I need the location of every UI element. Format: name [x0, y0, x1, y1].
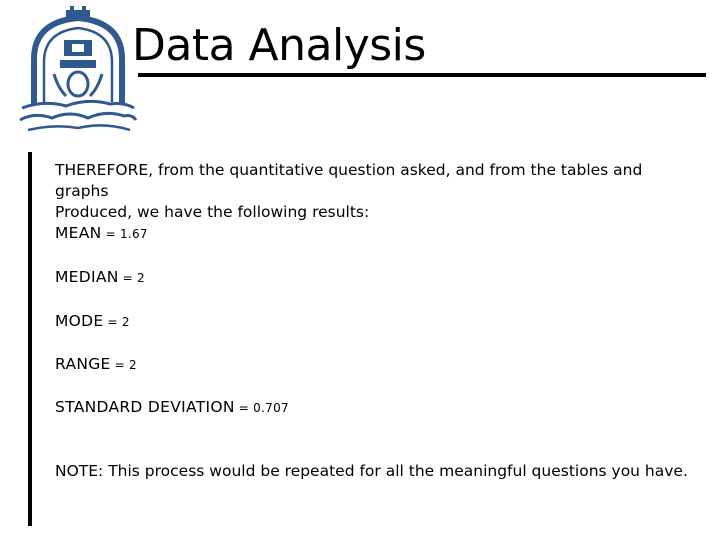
stat-label: MEAN — [55, 224, 102, 242]
stat-equals: = — [107, 315, 118, 329]
stat-mean — [55, 224, 148, 242]
stat-equals: = — [105, 227, 116, 241]
intro-line-1: THEREFORE, from the quantitative question asked, and from the tables and graphs — [55, 161, 643, 200]
note-text: NOTE: This process would be repeated for all the meaningful questions you have. — [55, 462, 688, 480]
university-emblem-icon — [14, 4, 142, 146]
stat-value: 0.707 — [253, 401, 289, 415]
stat-standard-deviation — [55, 398, 289, 416]
stat-range — [55, 355, 137, 373]
stat-value: 2 — [137, 271, 145, 285]
intro-line-2: Produced, we have the following results: — [55, 203, 370, 221]
stat-median — [55, 268, 145, 286]
stat-equals: = — [122, 271, 134, 285]
university-logo — [14, 4, 142, 146]
stat-mode — [55, 312, 130, 330]
stat-equals: = — [238, 401, 250, 415]
page-title: Data Analysis — [132, 20, 426, 71]
stat-label: MODE — [55, 312, 104, 330]
left-accent-bar — [28, 152, 32, 526]
stat-value: 2 — [129, 358, 137, 372]
stat-value: 1.67 — [119, 227, 148, 241]
stat-label: STANDARD DEVIATION — [55, 398, 235, 416]
title-underline — [138, 73, 706, 77]
stat-equals: = — [114, 358, 126, 372]
stat-value: 2 — [121, 315, 130, 329]
slide-content — [55, 160, 695, 480]
stat-label: RANGE — [55, 355, 111, 373]
stat-label: MEDIAN — [55, 268, 119, 286]
